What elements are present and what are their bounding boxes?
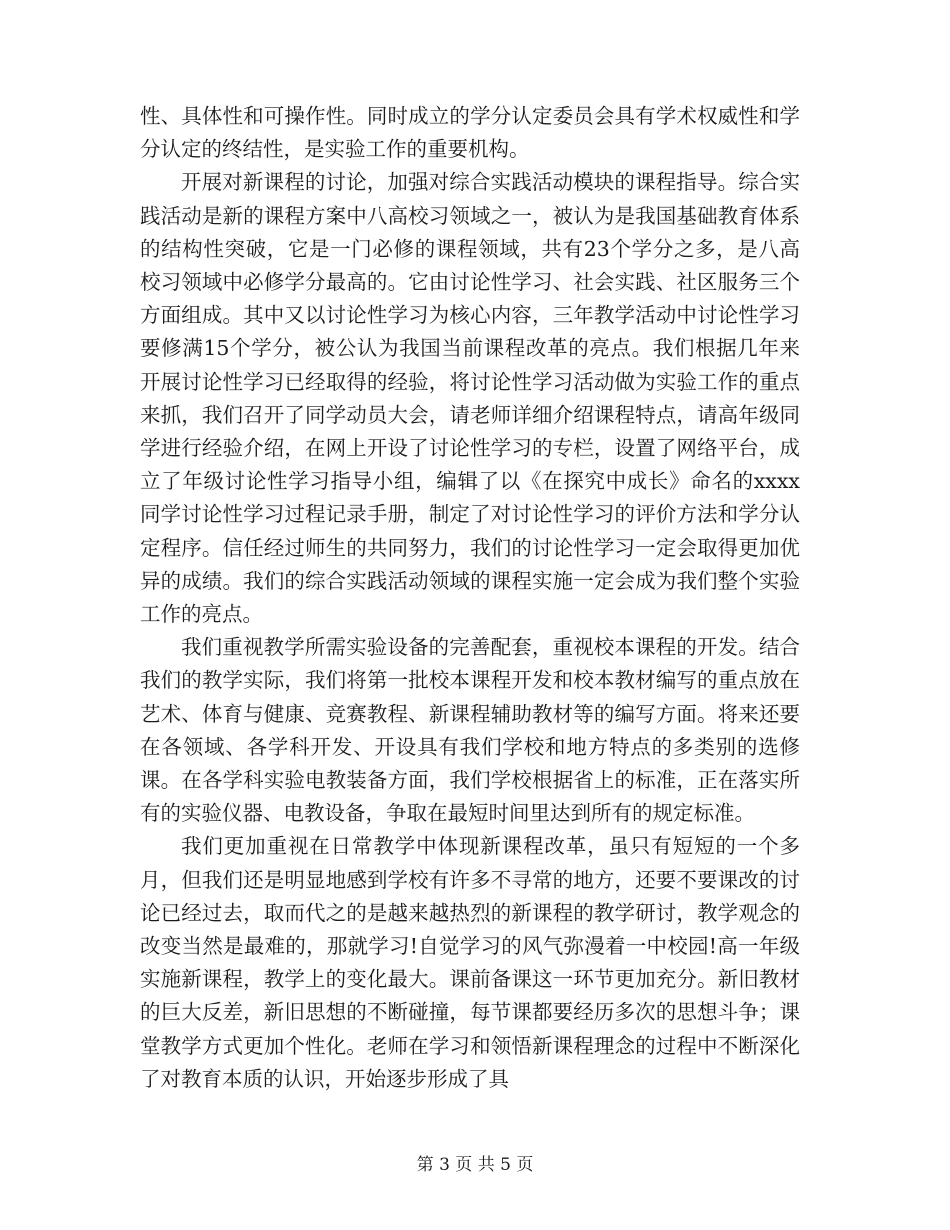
- paragraph-equipment-curriculum: 我们重视教学所需实验设备的完善配套，重视校本课程的开发。结合我们的教学实际，我们将第一批校本课程开发和校本教材编写的重点放在艺术、体育与健康、竞赛教程、新课程辅助教材等的编写方面。将来还要在各领域、各学科开发、开设具有我们学校和地方特点的多类别的选修课。在各学科实验电教装备方面，我们学校根据省上的标准，正在落实所有的实验仪器、电教设备，争取在最短时间里达到所有的规定标准。: [140, 635, 800, 826]
- paragraph-continued: 性、具体性和可操作性。同时成立的学分认定委员会具有学术权威性和学分认定的终结性，是实验工作的重要机构。: [140, 104, 800, 162]
- page-footer: [0, 1150, 950, 1175]
- document-body: [140, 100, 800, 1096]
- paragraph-daily-teaching: 我们更加重视在日常教学中体现新课程改革，虽只有短短的一个多月，但我们还是明显地感到学校有许多不寻常的地方，还要不要课改的讨论已经过去，取而代之的是越来越热烈的新课程的教学研讨，教学观念的改变当然是最难的，那就学习!自觉学习的风气弥漫着一中校园!高一年级实施新课程，教学上的变化最大。课前备课这一环节更加充分。新旧教材的巨大反差，新旧思想的不断碰撞，每节课都要经历多次的思想斗争；课堂教学方式更加个性化。老师在学习和领悟新课程理念的过程中不断深化了对教育本质的认识，开始逐步形成了具: [140, 834, 800, 1091]
- page-number: 第 3 页 共 5 页: [416, 1155, 534, 1175]
- paragraph-research-learning: 开展对新课程的讨论，加强对综合实践活动模块的课程指导。综合实践活动是新的课程方案中八高校习领域之一，被认为是我国基础教育体系的结构性突破，它是一门必修的课程领域，共有23个学分之多，是八高校习领域中必修学分最高的。它由讨论性学习、社会实践、社区服务三个方面组成。其中又以讨论性学习为核心内容，三年教学活动中讨论性学习要修满15个学分，被公认为我国当前课程改革的亮点。我们根据几年来开展讨论性学习已经取得的经验，将讨论性学习活动做为实验工作的重点来抓，我们召开了同学动员大会，请老师详细介绍课程特点，请高年级同学进行经验介绍，在网上开设了讨论性学习的专栏，设置了网络平台，成立了年级讨论性学习指导小组，编辑了以《在探究中成长》命名的xxxx同学讨论性学习过程记录手册，制定了对讨论性学习的评价方法和学分认定程序。信任经过师生的共同努力，我们的讨论性学习一定会取得更加优异的成绩。我们的综合实践活动领域的课程实施一定会成为我们整个实验工作的亮点。: [140, 170, 800, 627]
